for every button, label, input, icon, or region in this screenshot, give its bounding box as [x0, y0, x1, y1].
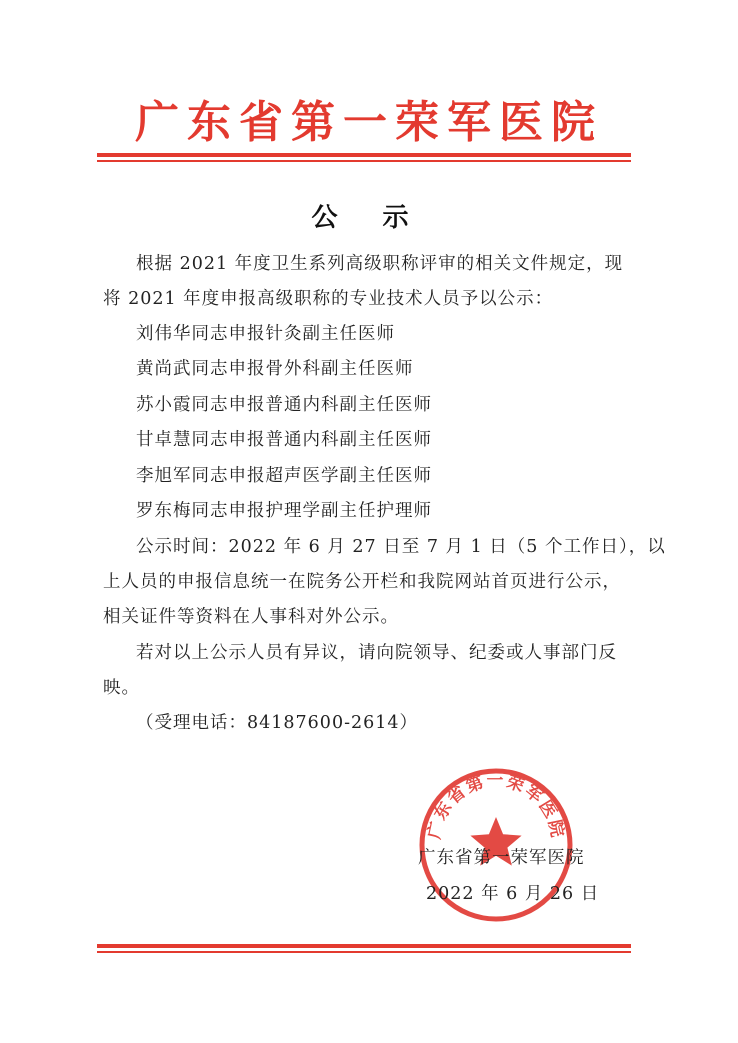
applicant-item: 罗东梅同志申报护理学副主任护理师	[136, 501, 432, 521]
period-line-2: 上人员的申报信息统一在院务公开栏和我院网站首页进行公示，	[103, 572, 621, 592]
letterhead-rule-thin	[97, 160, 631, 162]
footer-rule-thick	[97, 944, 631, 948]
applicant-item: 黄尚武同志申报骨外科副主任医师	[136, 359, 414, 379]
period-line-3: 相关证件等资料在人事科对外公示。	[103, 607, 399, 627]
letterhead-title: 广东省第一荣军医院	[135, 97, 603, 148]
applicant-item: 刘伟华同志申报针灸副主任医师	[136, 324, 395, 344]
letterhead-rule-thick	[97, 153, 631, 157]
signature-date: 2022 年 6 月 26 日	[426, 884, 600, 904]
intro-line-2: 将 2021 年度申报高级职称的专业技术人员予以公示：	[103, 289, 554, 309]
signature-org: 广东省第一荣军医院	[418, 848, 585, 868]
applicant-item: 甘卓慧同志申报普通内科副主任医师	[136, 430, 432, 450]
notice-title: 公 示	[311, 203, 427, 233]
period-line-1: 公示时间：2022 年 6 月 27 日至 7 月 1 日（5 个工作日），以	[136, 537, 666, 557]
objection-line-1: 若对以上公示人员有异议，请向院领导、纪委或人事部门反	[136, 643, 617, 663]
applicant-item: 李旭军同志申报超声医学副主任医师	[136, 466, 432, 486]
svg-text:广东省第一荣军医院: 广东省第一荣军医院	[424, 771, 568, 841]
footer-rule-thin	[97, 951, 631, 953]
hotline-text: （受理电话：84187600-2614）	[136, 713, 419, 733]
applicant-item: 苏小霞同志申报普通内科副主任医师	[136, 395, 432, 415]
objection-line-2: 映。	[103, 678, 140, 698]
intro-line-1: 根据 2021 年度卫生系列高级职称评审的相关文件规定，现	[136, 254, 624, 274]
